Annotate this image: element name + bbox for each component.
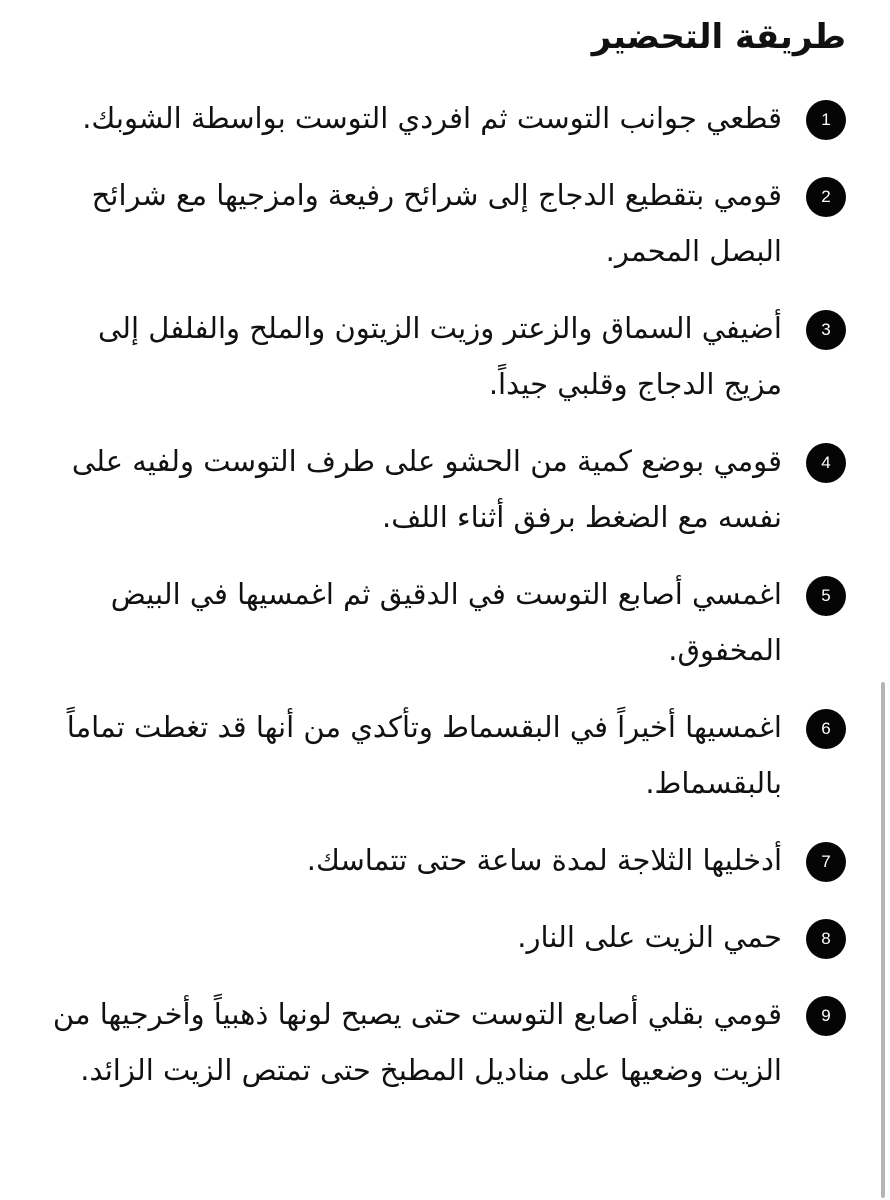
step-text: قومي بتقطيع الدجاج إلى شرائح رفيعة وامزجيها مع شرائح البصل المحمر. — [91, 178, 782, 268]
step-text: اغمسي أصابع التوست في الدقيق ثم اغمسيها في البيض المخفوق. — [110, 577, 782, 667]
step-item — [30, 439, 846, 545]
step-text: قومي بقلي أصابع التوست حتى يصبح لونها ذهبياً وأخرجيها من الزيت وضعيها على مناديل المطبخ حتى تمتص الزيت الزائد. — [52, 997, 782, 1087]
step-item — [30, 705, 846, 811]
step-text: اغمسيها أخيراً في البقسماط وتأكدي من أنها قد تغطت تماماً بالبقسماط. — [66, 710, 782, 800]
step-text: قومي بوضع كمية من الحشو على طرف التوست ولفيه على نفسه مع الضغط برفق أثناء اللف. — [71, 444, 782, 534]
step-text: قطعي جوانب التوست ثم افردي التوست بواسطة الشوبك. — [82, 101, 782, 135]
section-title: طريقة التحضير — [591, 17, 846, 57]
step-item — [30, 915, 846, 965]
vertical-scrollbar[interactable] — [881, 682, 885, 1198]
step-number-badge: 3 — [806, 310, 846, 350]
step-text: أضيفي السماق والزعتر وزيت الزيتون والملح والفلفل إلى مزيج الدجاج وقلبي جيداً. — [97, 311, 782, 401]
step-number-badge: 9 — [806, 996, 846, 1036]
step-text: أدخليها الثلاجة لمدة ساعة حتى تتماسك. — [306, 843, 782, 877]
step-item — [30, 992, 846, 1098]
step-number-badge: 7 — [806, 842, 846, 882]
step-item — [30, 306, 846, 412]
step-number-badge: 5 — [806, 576, 846, 616]
step-item — [30, 96, 846, 146]
step-number-badge: 6 — [806, 709, 846, 749]
step-number-badge: 4 — [806, 443, 846, 483]
step-item — [30, 173, 846, 279]
step-item — [30, 838, 846, 888]
step-number-badge: 2 — [806, 177, 846, 217]
step-number-badge: 1 — [806, 100, 846, 140]
step-number-badge: 8 — [806, 919, 846, 959]
step-text: حمي الزيت على النار. — [517, 920, 782, 954]
step-item — [30, 572, 846, 678]
steps-list — [30, 96, 846, 1098]
